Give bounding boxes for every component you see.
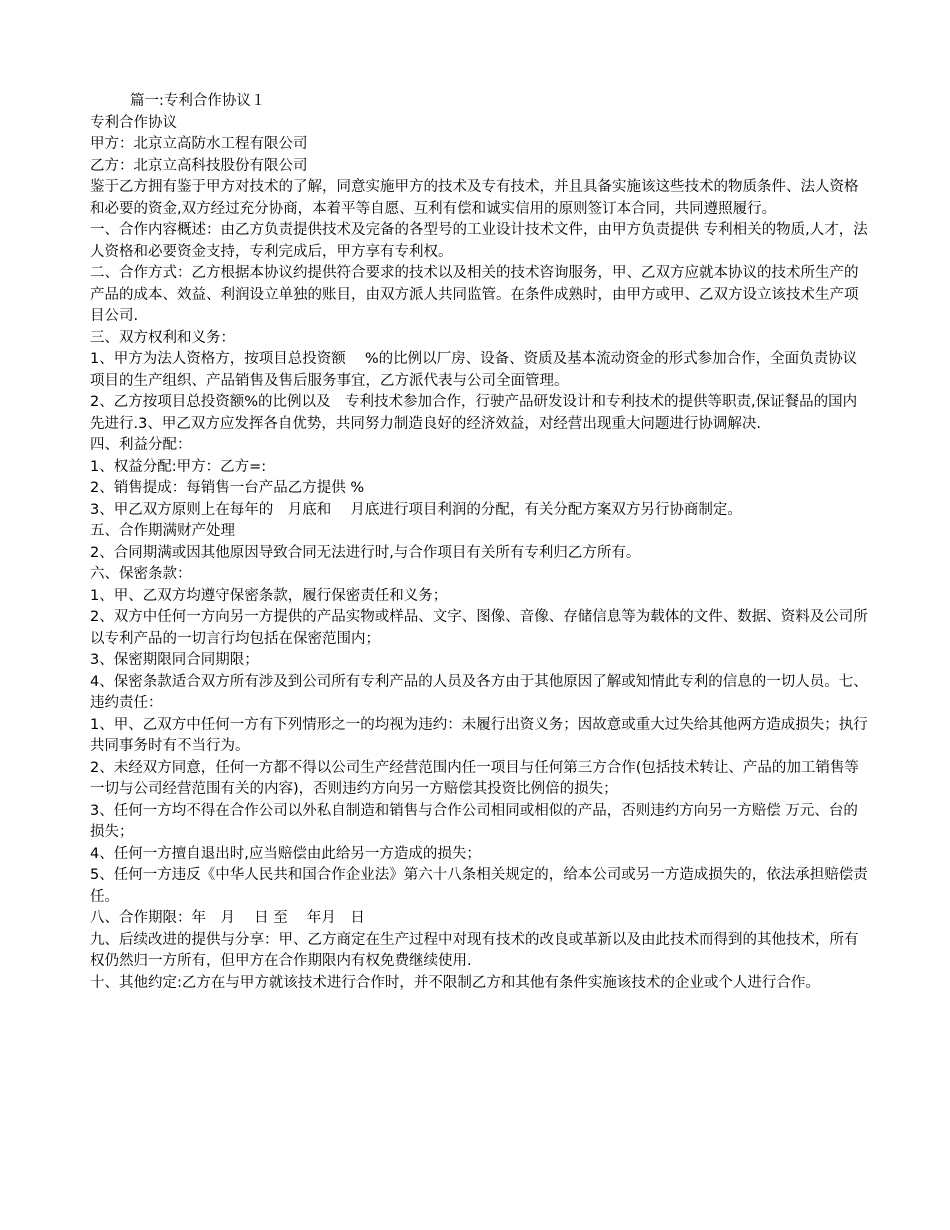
document-paragraph: 5、任何一方违反《中华人民共和国合作企业法》第六十八条相关规定的，给本公司或另一方造成损失的，依法承担赔偿责任。 bbox=[90, 867, 868, 905]
document-paragraph: 2、双方中任何一方向另一方提供的产品实物或样品、文字、图像、音像、存储信息等为载体的文件、数据、资料及公司所以专利产品的一切言行均包括在保密范围内； bbox=[90, 609, 868, 647]
document-paragraph: 2、未经双方同意，任何一方都不得以公司生产经营范围内任一项目与任何第三方合作(包括技术转让、产品的加工销售等一切与公司经营范围有关的内容)，否则违约方向另一方赔偿其投资比例倍的损失； bbox=[90, 759, 859, 797]
document-paragraph: 乙方：北京立高科技股份有限公司 bbox=[90, 157, 308, 174]
document-paragraph: 四、利益分配： bbox=[90, 437, 192, 453]
document-paragraph: 1、甲、乙双方中任何一方有下列情形之一的均视为违约：未履行出资义务；因故意或重大过失给其他两方造成损失；执行共同事务时有不当行为。 bbox=[90, 716, 868, 754]
document-paragraph: 2、乙方按项目总投资额%的比例以及 专利技术参加合作，行驶产品研发设计和专利技术的提供等职责,保证餐品的国内先进行.3、甲乙双方应发挥各自优势，共同努力制造良好的经济效益，对经营出现重大问题进行协调解决. bbox=[90, 394, 858, 432]
document-body bbox=[90, 113, 870, 995]
document-paragraph: 三、双方权利和义务： bbox=[90, 329, 235, 346]
document-paragraph: 六、保密条款： bbox=[90, 566, 192, 582]
document-paragraph: 3、任何一方均不得在合作公司以外私自制造和销售与合作公司相同或相似的产品，否则违约方向另一方赔偿 万元、台的损失； bbox=[90, 802, 858, 840]
document-paragraph: 2、销售提成：每销售一台产品乙方提供 % bbox=[90, 480, 365, 496]
document-paragraph: 1、甲、乙双方均遵守保密条款，履行保密责任和义务； bbox=[90, 587, 448, 604]
document-paragraph: 二、合作方式：乙方根据本协议约提供符合要求的技术以及相关的技术咨询服务，甲、乙双方应就本协议的技术所生产的产品的成本、效益、利润设立单独的账目，由双方派人共同监管。在条件成熟时，由甲方或甲、乙双方设立该技术生产项目公司. bbox=[90, 265, 859, 324]
document-paragraph: 甲方：北京立高防水工程有限公司 bbox=[90, 136, 308, 152]
document-paragraph: 专利合作协议 bbox=[90, 114, 177, 131]
document-paragraph: 八、合作期限：年 月 日 至 年月 日 bbox=[90, 910, 365, 926]
document-paragraph: 五、合作期满财产处理 bbox=[90, 523, 235, 539]
document-heading: 篇一:专利合作协议１ bbox=[130, 93, 266, 109]
document-paragraph: 鉴于乙方拥有鉴于甲方对技术的了解，同意实施甲方的技术及专有技术，并且具备实施该这些技术的物质条件、法人资格和必要的资金,双方经过充分协商，本着平等自愿、互利有偿和诚实信用的原则签订本合同，共同遵照履行。 bbox=[90, 179, 859, 217]
document-page bbox=[90, 91, 870, 994]
document-paragraph: 4、任何一方擅自退出时,应当赔偿由此给另一方造成的损失； bbox=[90, 845, 481, 862]
document-paragraph: 1、权益分配:甲方：乙方=: bbox=[90, 458, 267, 475]
document-paragraph: 3、保密期限同合同期限； bbox=[90, 652, 259, 668]
document-paragraph: 3、甲乙双方原则上在每年的 月底和 月底进行项目利润的分配，有关分配方案双方另行协商制定。 bbox=[90, 501, 742, 518]
document-paragraph: 十、其他约定:乙方在与甲方就该技术进行合作时，并不限制乙方和其他有条件实施该技术的企业或个人进行合作。 bbox=[90, 974, 820, 991]
document-paragraph: 一、合作内容概述：由乙方负责提供技术及完备的各型号的工业设计技术文件，由甲方负责提供 专利相关的物质,人才，法人资格和必要资金支持，专利完成后，甲方享有专利权。 bbox=[90, 222, 868, 260]
document-paragraph: 4、保密条款适合双方所有涉及到公司所有专利产品的人员及各方由于其他原因了解或知情此专利的信息的一切人员。七、违约责任： bbox=[90, 673, 868, 711]
document-paragraph: 1、甲方为法人资格方，按项目总投资额 %的比例以厂房、设备、资质及基本流动资金的形式参加合作，全面负责协议项目的生产组织、产品销售及售后服务事宜，乙方派代表与公司全面管理。 bbox=[90, 351, 858, 389]
document-paragraph: 2、合同期满或因其他原因导致合同无法进行时,与合作项目有关所有专利归乙方所有。 bbox=[90, 544, 641, 561]
document-paragraph: 九、后续改进的提供与分享：甲、乙方商定在生产过程中对现有技术的改良或革新以及由此技术而得到的其他技术，所有权仍然归一方所有，但甲方在合作期限内有权免费继续使用. bbox=[90, 931, 859, 969]
